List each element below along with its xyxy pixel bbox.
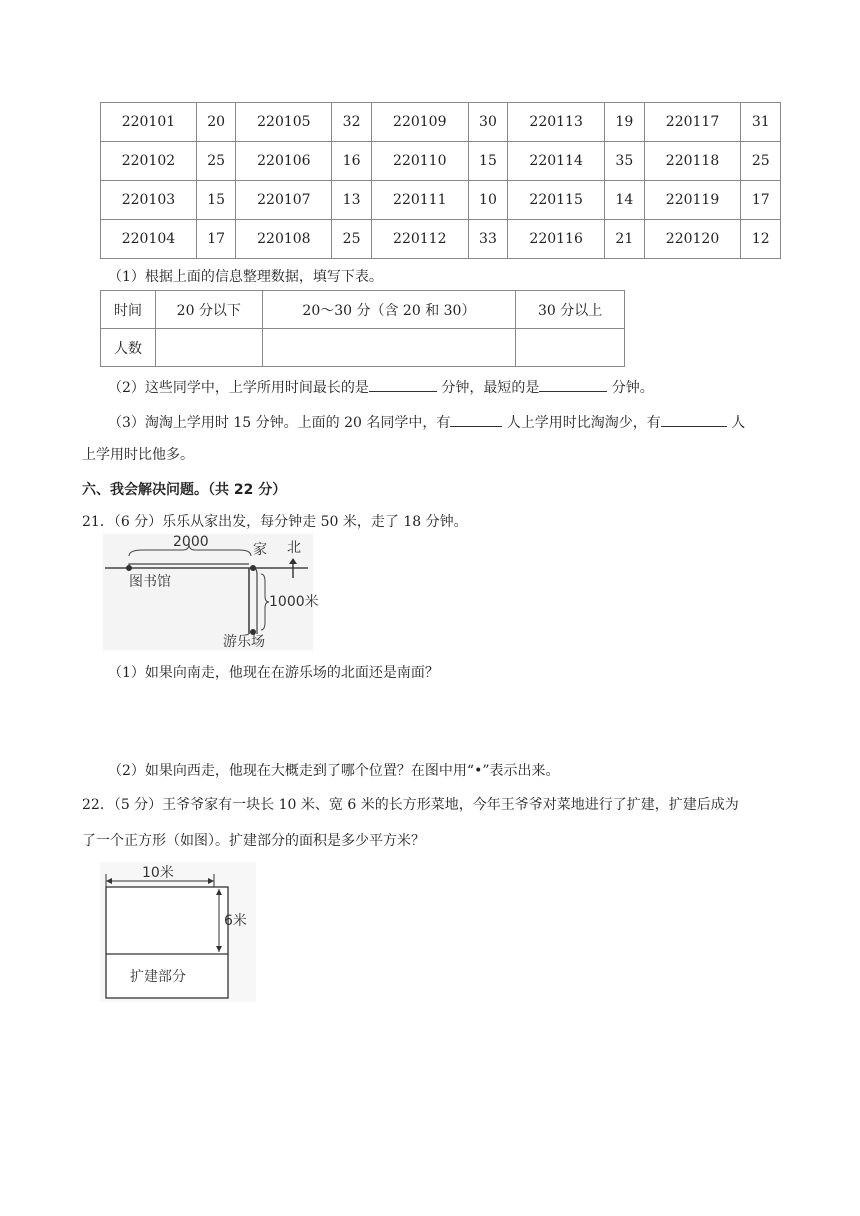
data-table-row xyxy=(101,142,781,181)
minutes-cell: 20 xyxy=(196,103,235,142)
minutes-cell: 25 xyxy=(196,142,235,181)
width-label: 10米 xyxy=(142,865,174,881)
minutes-cell: 10 xyxy=(468,181,507,220)
question-3-text-b: 人上学用时比淘淘少，有 xyxy=(502,415,661,431)
student-id-cell: 220114 xyxy=(508,142,605,181)
question-2-text-a: （2）这些同学中，上学所用时间最长的是 xyxy=(108,380,369,396)
minutes-cell: 30 xyxy=(468,103,507,142)
tally-row-label: 人数 xyxy=(101,329,156,367)
problem-22-line-1: 22．（5 分）王爷爷家有一块长 10 米、宽 6 米的长方形菜地，今年王爷爷对菜地进行了扩建，扩建后成为 xyxy=(82,797,739,813)
minutes-cell: 15 xyxy=(468,142,507,181)
student-id-cell: 220101 xyxy=(101,103,197,142)
minutes-cell: 17 xyxy=(196,220,235,259)
student-id-cell: 220104 xyxy=(101,220,197,259)
student-id-cell: 220112 xyxy=(371,220,468,259)
question-3-text-c: 人 xyxy=(726,415,746,431)
tally-header-row xyxy=(101,291,625,329)
tally-cell-20-30[interactable] xyxy=(262,329,515,367)
tally-header-20-30: 20～30 分（含 20 和 30） xyxy=(262,291,515,329)
minutes-cell: 32 xyxy=(332,103,371,142)
minutes-cell: 33 xyxy=(468,220,507,259)
question-3-line-1 xyxy=(108,412,745,432)
student-id-cell: 220111 xyxy=(371,181,468,220)
problem-21-sub-1: （1）如果向南走，他现在在游乐场的北面还是南面？ xyxy=(108,665,439,681)
student-id-cell: 220116 xyxy=(508,220,605,259)
commute-data-table xyxy=(100,102,781,259)
answer-blank-longest[interactable] xyxy=(369,377,437,392)
student-id-cell: 220105 xyxy=(236,103,332,142)
question-2-text-c: 分钟。 xyxy=(607,380,654,396)
student-id-cell: 220108 xyxy=(236,220,332,259)
student-id-cell: 220107 xyxy=(236,181,332,220)
minutes-cell: 31 xyxy=(741,103,781,142)
minutes-cell: 14 xyxy=(605,181,644,220)
tally-table xyxy=(100,290,625,367)
problem-21-map-figure xyxy=(103,534,319,650)
minutes-cell: 12 xyxy=(741,220,781,259)
question-3-text-a: （3）淘淘上学用时 15 分钟。上面的 20 名同学中，有 xyxy=(108,415,451,431)
minutes-cell: 16 xyxy=(332,142,371,181)
data-table-row xyxy=(101,181,781,220)
student-id-cell: 220115 xyxy=(508,181,605,220)
minutes-cell: 25 xyxy=(741,142,781,181)
question-3-line-2: 上学用时比他多。 xyxy=(82,447,194,463)
library-point[interactable] xyxy=(126,565,132,571)
question-2-text-b: 分钟，最短的是 xyxy=(436,380,540,396)
student-id-cell: 220102 xyxy=(101,142,197,181)
answer-blank-more[interactable] xyxy=(661,412,727,427)
question-1-text: （1）根据上面的信息整理数据，填写下表。 xyxy=(108,269,383,285)
question-2 xyxy=(108,377,654,397)
student-id-cell: 220110 xyxy=(371,142,468,181)
student-id-cell: 220109 xyxy=(371,103,468,142)
tally-cell-over-30[interactable] xyxy=(516,329,625,367)
student-id-cell: 220118 xyxy=(644,142,741,181)
minutes-cell: 13 xyxy=(332,181,371,220)
student-id-cell: 220113 xyxy=(508,103,605,142)
minutes-cell: 21 xyxy=(605,220,644,259)
problem-21-text: 21．（6 分）乐乐从家出发，每分钟走 50 米，走了 18 分钟。 xyxy=(82,514,468,530)
tally-header-under-20: 20 分以下 xyxy=(155,291,262,329)
north-label: 北 xyxy=(287,540,301,556)
student-id-cell: 220119 xyxy=(644,181,741,220)
section-6-heading: 六、我会解决问题。（共 22 分） xyxy=(82,482,287,498)
minutes-cell: 19 xyxy=(605,103,644,142)
answer-blank-shortest[interactable] xyxy=(539,377,607,392)
library-label: 图书馆 xyxy=(129,574,171,590)
problem-21-sub-2: （2）如果向西走，他现在大概走到了哪个位置？在图中用“•”表示出来。 xyxy=(108,763,560,779)
distance-label-west: 2000 xyxy=(173,534,209,550)
park-label: 游乐场 xyxy=(223,634,265,650)
data-table-row xyxy=(101,103,781,142)
student-id-cell: 220117 xyxy=(644,103,741,142)
problem-22-line-2: 了一个正方形（如图）。扩建部分的面积是多少平方米？ xyxy=(82,833,425,849)
minutes-cell: 25 xyxy=(332,220,371,259)
student-id-cell: 220106 xyxy=(236,142,332,181)
tally-header-time: 时间 xyxy=(101,291,156,329)
student-id-cell: 220120 xyxy=(644,220,741,259)
data-table-row xyxy=(101,220,781,259)
home-label: 家 xyxy=(253,542,267,558)
answer-blank-fewer[interactable] xyxy=(450,412,502,427)
minutes-cell: 35 xyxy=(605,142,644,181)
extension-label: 扩建部分 xyxy=(130,969,186,985)
student-id-cell: 220103 xyxy=(101,181,197,220)
home-point[interactable] xyxy=(250,565,256,571)
distance-label-south: 1000米 xyxy=(269,594,319,610)
tally-cell-under-20[interactable] xyxy=(155,329,262,367)
tally-header-over-30: 30 分以上 xyxy=(516,291,625,329)
problem-22-figure xyxy=(100,862,256,1002)
minutes-cell: 15 xyxy=(196,181,235,220)
height-label: 6米 xyxy=(224,913,247,929)
minutes-cell: 17 xyxy=(741,181,781,220)
tally-count-row xyxy=(101,329,625,367)
